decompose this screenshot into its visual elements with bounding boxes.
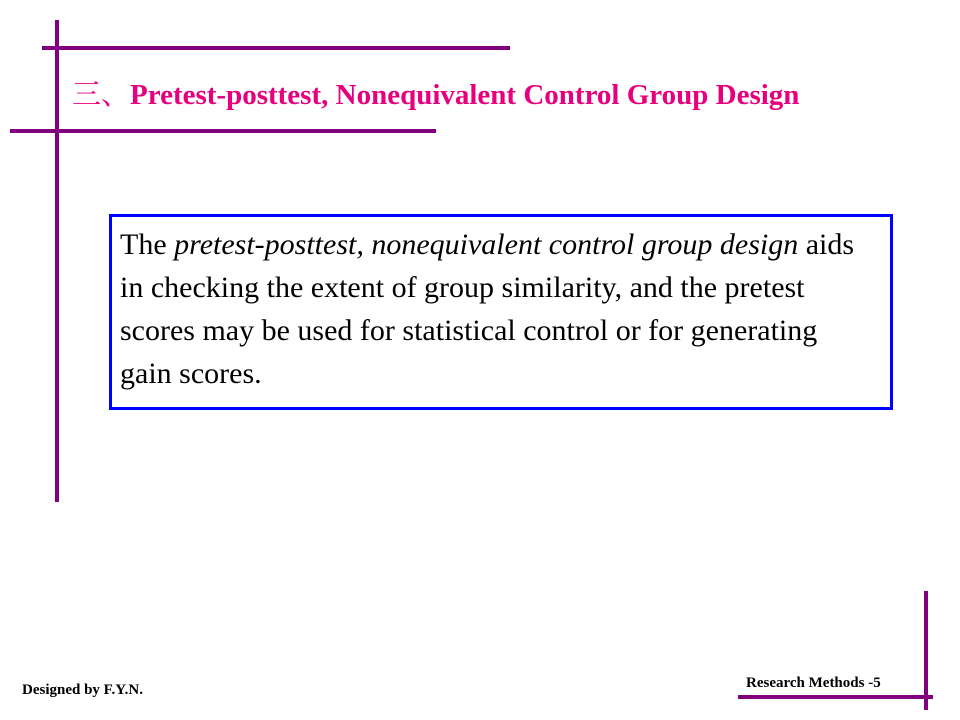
title-text: Pretest-posttest, Nonequivalent Control Group Design [130, 79, 800, 111]
title-underline-rule [10, 129, 436, 133]
definition-term: pretest-posttest, nonequivalent control group design [174, 228, 799, 261]
definition-rest: aids in checking the extent of group similarity, and the pretest scores may be used for statistical control or for generating gain scores. [120, 228, 855, 390]
course-page-label: Research Methods -5 [746, 675, 881, 691]
designer-credit: Designed by F.Y.N. [22, 682, 144, 698]
bottom-horizontal-rule [738, 695, 933, 699]
top-horizontal-rule [42, 46, 510, 50]
definition-text [120, 223, 872, 395]
section-number: 三、 [72, 77, 131, 111]
definition-intro: The [120, 228, 175, 261]
definition-box [109, 214, 893, 410]
right-vertical-rule [924, 591, 928, 710]
slide-title [72, 72, 932, 113]
left-vertical-rule [55, 20, 59, 502]
